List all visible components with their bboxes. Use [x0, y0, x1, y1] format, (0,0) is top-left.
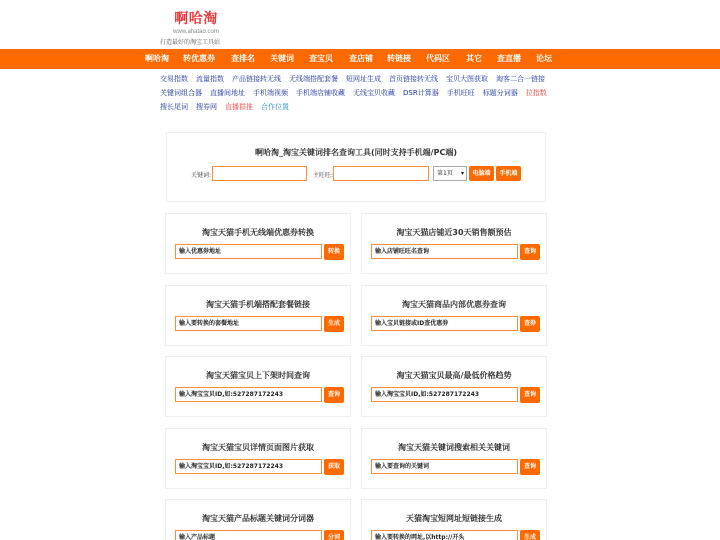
nav-item-live[interactable]: 查直播: [497, 54, 521, 63]
quick-link[interactable]: 搜券网: [196, 103, 217, 111]
quick-link[interactable]: 手机端视频: [253, 89, 288, 97]
nav-item-coupon[interactable]: 转优惠券: [183, 54, 215, 63]
tool-submit-button[interactable]: 查询: [520, 459, 540, 475]
quick-link[interactable]: 直播间地址: [210, 89, 245, 97]
keyword-input[interactable]: [212, 166, 307, 181]
quick-link[interactable]: 手机旺旺: [446, 89, 475, 97]
quick-link-highlight[interactable]: 直播群推: [225, 103, 253, 111]
tool-card-short-url: [361, 499, 547, 540]
quick-link[interactable]: 搜长尾词: [160, 103, 188, 111]
nav-item-home[interactable]: 啊哈淘: [145, 54, 169, 63]
tool-submit-button[interactable]: 查询: [520, 387, 540, 403]
quick-link-highlight[interactable]: 拉指数: [525, 89, 547, 97]
keyword-rank-tool: [166, 132, 546, 202]
wangwang-input[interactable]: [333, 166, 429, 181]
tool-title: 淘宝天猫关键词搜索相关关键词: [398, 443, 510, 452]
quick-link[interactable]: 产品链接转无线: [232, 75, 281, 83]
tool-title: 淘宝天猫产品标题关键词分词器: [202, 514, 314, 523]
tool-submit-button[interactable]: 查券: [520, 316, 540, 332]
nav-item-forum[interactable]: 论坛: [536, 54, 552, 63]
quick-link[interactable]: 标题分词器: [482, 89, 518, 97]
tool-card-detail-images: [165, 428, 351, 489]
tool-title: 淘宝天猫宝贝上下架时间查询: [206, 371, 310, 380]
nav-item-keyword[interactable]: 关键词: [270, 54, 294, 63]
tool-input[interactable]: 输入要转换的套餐地址: [175, 316, 322, 331]
tool-card-title-segmenter: [165, 499, 351, 540]
tool-input[interactable]: 输入宝贝链接或ID查优惠券: [371, 316, 518, 331]
quick-link[interactable]: 关键词组合器: [160, 89, 202, 97]
tool-submit-button[interactable]: 转换: [324, 244, 344, 260]
nav-item-rank[interactable]: 查排名: [231, 54, 255, 63]
quick-link[interactable]: 流量指数: [196, 75, 224, 83]
tool-card-coupon-convert: [165, 213, 351, 274]
quick-link[interactable]: 无线端搭配套餐: [289, 75, 338, 83]
tool-title: 淘宝天猫手机无线端优惠券转换: [202, 228, 314, 237]
tool-submit-button[interactable]: 生成: [520, 530, 540, 540]
tool-input[interactable]: 输入淘宝宝贝ID,如:527287172243: [175, 387, 322, 402]
tool-submit-button[interactable]: 查询: [520, 244, 540, 260]
quick-link[interactable]: DSR计算器: [403, 89, 439, 97]
tool-input[interactable]: 输入要查询的关键词: [371, 459, 518, 474]
nav-item-shop[interactable]: 查店铺: [349, 54, 373, 63]
tool-card-related-keywords: [361, 428, 547, 489]
mobile-search-button[interactable]: 手机端: [496, 166, 521, 181]
nav-item-link[interactable]: 转链接: [387, 54, 411, 63]
chevron-down-icon: ▾: [460, 170, 464, 177]
quick-link[interactable]: 手机端店铺收藏: [296, 89, 345, 97]
quick-links-row: [160, 86, 560, 100]
tool-title: 淘宝天猫宝贝详情页面图片获取: [202, 443, 314, 452]
tool-input[interactable]: 输入淘宝宝贝ID,如:527287172243: [371, 387, 518, 402]
logo-url: www.ahatao.com: [173, 29, 219, 35]
tool-card-shop-sales: [361, 213, 547, 274]
quick-link[interactable]: 无线宝贝收藏: [353, 89, 395, 97]
logo-title[interactable]: 啊哈淘: [174, 11, 218, 27]
site-logo[interactable]: [164, 10, 228, 36]
tool-submit-button[interactable]: 分词: [324, 530, 344, 540]
quick-link-partner[interactable]: 合作位置: [261, 103, 289, 111]
tool-submit-button[interactable]: 查询: [324, 387, 344, 403]
tool-input[interactable]: 输入产品标题: [175, 530, 322, 540]
tool-submit-button[interactable]: 生成: [324, 316, 344, 332]
nav-item-item[interactable]: 查宝贝: [309, 54, 333, 63]
keyword-rank-title: 啊哈淘_淘宝关键词排名查询工具(同时支持手机端/PC端): [255, 148, 457, 157]
quick-link[interactable]: 宝贝大图获取: [446, 75, 488, 83]
tool-title: 淘宝天猫宝贝最高/最低价格趋势: [396, 371, 512, 380]
tool-card-package-link: [165, 285, 351, 346]
tool-title: 天猫淘宝短网址短链接生成: [406, 514, 502, 523]
main-navbar: [0, 49, 720, 69]
site-slogan: 打造最好的淘宝工具站: [160, 39, 221, 46]
quick-links: [160, 72, 560, 114]
wangwang-label: 主旺旺:: [313, 172, 334, 179]
keyword-label: 关键词:: [191, 172, 212, 179]
tool-submit-button[interactable]: 获取: [324, 459, 344, 475]
tool-title: 淘宝天猫手机端搭配套餐链接: [206, 300, 310, 309]
tool-input[interactable]: 输入店铺旺旺名查询: [371, 244, 518, 259]
tool-input[interactable]: 输入要转换的网址,以http://开头: [371, 530, 518, 540]
nav-item-other[interactable]: 其它: [466, 54, 482, 63]
tool-input[interactable]: 输入淘宝宝贝ID,如:527287172243: [175, 459, 322, 474]
tool-card-inner-coupon: [361, 285, 547, 346]
quick-links-row: [160, 72, 560, 86]
tool-title: 淘宝天猫商品内部优惠券查询: [402, 300, 506, 309]
quick-link[interactable]: 淘客二合一链接: [496, 75, 545, 83]
page-select-value: 第1页: [437, 170, 453, 177]
page-select[interactable]: [433, 166, 467, 181]
nav-item-code[interactable]: 代码区: [426, 54, 450, 63]
tool-input[interactable]: 输入优惠券地址: [175, 244, 322, 259]
pc-search-button[interactable]: 电脑端: [469, 166, 494, 181]
tool-card-listing-time: [165, 356, 351, 417]
quick-link[interactable]: 首页链接转无线: [389, 75, 438, 83]
tool-title: 淘宝天猫店铺近30天销售额预估: [396, 228, 512, 237]
quick-link[interactable]: 短网址生成: [346, 75, 381, 83]
quick-links-row: [160, 100, 560, 114]
quick-link[interactable]: 交易指数: [160, 75, 188, 83]
tool-card-price-trend: [361, 356, 547, 417]
